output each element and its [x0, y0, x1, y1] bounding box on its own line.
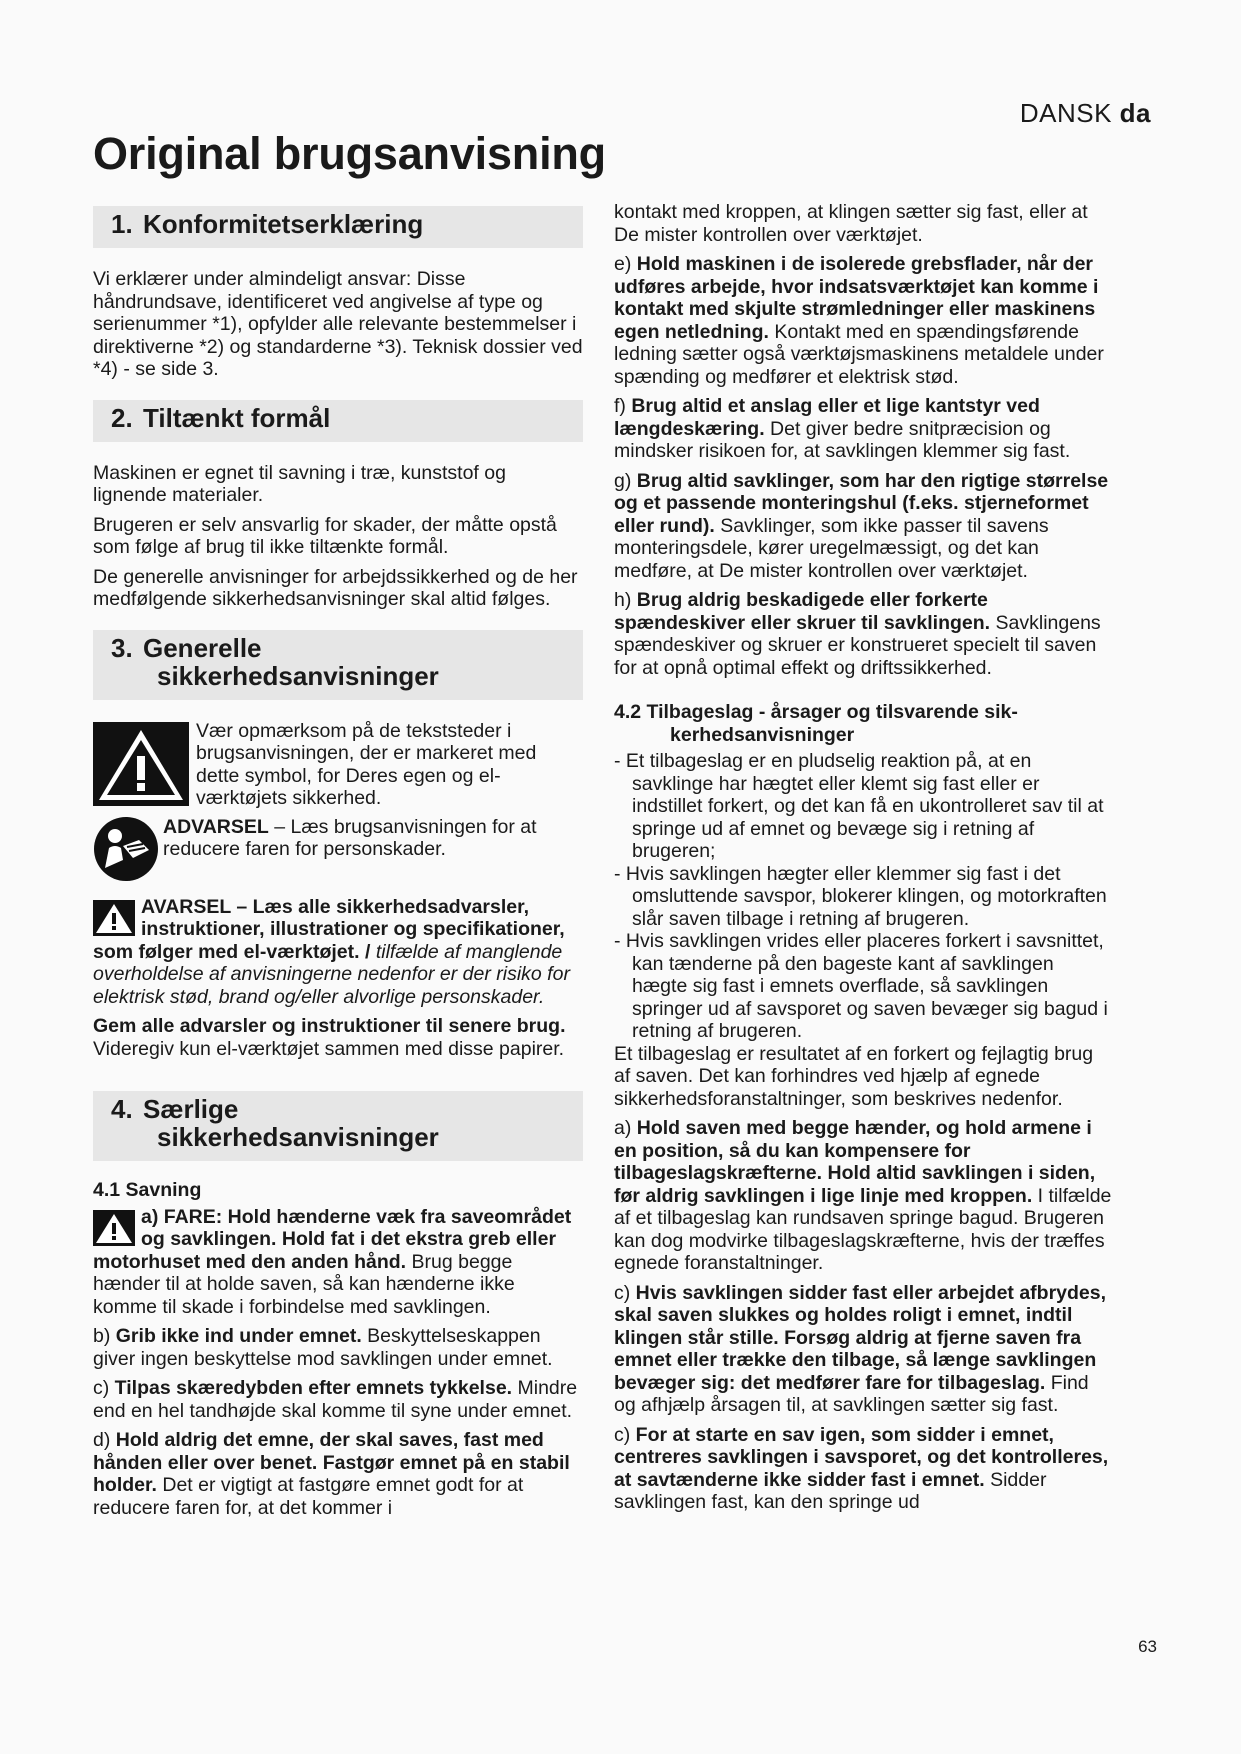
kickback-cause-2: - Hvis savklingen hægter eller klemmer sig fast i det omsluttende savspor, blokerer klingen, og motorkraften slår saven tilbage i retning af brugeren. [614, 862, 1107, 930]
avarsel-bold: AVARSEL – Læs alle sikkerhedsadvarsler, instruktioner, illustrationer og specifikationer, som følger med el-værktøjet. / [93, 895, 565, 963]
rule-h: h) Brug aldrig beskadigede eller forkerte spændeskiver eller skruer til savklingen. Savklingens spændeskiver og skruer er konstrueret specielt til saven for at opnå optimal effekt og driftssikkerhed. [614, 589, 1101, 679]
language-name: DANSK [1019, 98, 1112, 128]
section-heading-4 [93, 1091, 583, 1161]
section-heading-1 [93, 206, 583, 248]
read-manual-icon [93, 816, 159, 882]
rule-a [93, 1206, 583, 1319]
warning-symbol-note [93, 720, 583, 810]
advarsel-text: – Læs brugsanvisningen for at reducere faren for personskader. [163, 815, 537, 860]
section-number: 4. [111, 1094, 133, 1124]
right-column [614, 201, 1114, 1521]
page-title: Original brugsanvisning [93, 128, 606, 179]
kickback-cause-1: - Et tilbageslag er en pludselig reaktion på, at en savklinge har hægtet eller klemt sig fast eller er indstillet forkert, og det kan få en ukontrolleret sav til at springe ud af emnet og bevæge sig i retning af brugeren; [614, 750, 1104, 862]
rule-e-text: Kontakt med en spændingsførende ledning sætter også værktøjsmaskinens metaldele under spænding og medfører et elektrisk stød. [614, 320, 1104, 388]
kickback-summary: Et tilbageslag er resultatet af en forkert og fejlagtig brug af saven. Det kan forhindres ved hjælp af egnede sikkerhedsforanstaltninger, som beskrives nedenfor. [614, 1042, 1094, 1110]
rule-e-bold: Hold maskinen i de isolerede grebsflader, når der udføres arbejde, hvor indsatsværktøjet kan komme i kontakt med skjulte strømledninger eller maskinens egen netledning. [614, 253, 1099, 343]
section-number: 2. [111, 402, 133, 433]
avarsel-italic: tilfælde af manglende overholdelse af anvisningerne nedenfor er der risiko for elektrisk stød, brand og/eller alvorlige personskader. [93, 940, 570, 1008]
warning-triangle-icon [93, 722, 189, 806]
rule-a-text: Brug begge hænder til at holde saven, så kan hænderne ikke komme til skade i forbindelse med savklingen. [93, 1250, 515, 1318]
section-number: 1. [111, 209, 133, 239]
purpose-text-3: De generelle anvisninger for arbejdssikkerhed og de her medfølgende sikkerhedsanvisninger skal altid følges. [93, 565, 578, 610]
warning-triangle-small-icon [93, 900, 135, 936]
rule-f-bold: Brug altid et anslag eller et lige kantstyr ved længdeskæring. [614, 395, 1040, 440]
left-column [93, 206, 583, 1526]
rule-d-text: Det er vigtigt at fastgøre emnet godt for at reducere faren for, at det kommer i [93, 1474, 524, 1519]
subsection-4-2 [614, 701, 1114, 746]
section-title-line-1: Særlige [143, 1094, 239, 1124]
kickback-rule-a-bold: Hold saven med begge hænder, og hold armene i en position, så du kan kompensere for tilbageslagskræfterne. Hold altid savklingen i siden, før aldrig savklingen i lige linje med kroppen. [614, 1117, 1096, 1207]
keep-bold: Gem alle advarsler og instruktioner til senere brug. [93, 1015, 566, 1037]
rule-a-bold: a) FARE: Hold hænderne væk fra saveområdet og savklingen. Hold fat i det ekstra greb eller motorhuset med den anden hånd. [93, 1205, 572, 1273]
kickback-rule-a: a) Hold saven med begge hænder, og hold armene i en position, så du kan kompensere for tilbageslagskræfterne. Hold altid savklingen i siden, før aldrig savklingen i lige linje med kroppen. I tilfælde af et tilbageslag kan rundsaven springe bagud. Brugeren kan dog modvirke tilbageslagskræfterne, hvis der træffes egnede foranstaltninger. [614, 1117, 1112, 1274]
page-number: 63 [1138, 1637, 1157, 1656]
purpose-text-2: Brugeren er selv ansvarlig for skader, der måtte opstå som følge af brug til ikke tiltænkte formål. [93, 513, 557, 558]
kickback-rule-c1-text: Find og afhjælp årsagen til, at savklingen sætter sig fast. [614, 1371, 1089, 1416]
rule-c-text: Mindre end en hel tandhøjde skal komme til syne under emnet. [93, 1377, 578, 1422]
warning-triangle-small-icon [93, 1210, 135, 1246]
rule-c-bold: Tilpas skæredybden efter emnets tykkelse. [114, 1377, 513, 1399]
section-number: 3. [111, 632, 133, 663]
avarsel-paragraph [93, 896, 583, 1009]
section-title: Konformitetserklæring [143, 209, 424, 239]
section-title-line-2: sikkerhedsanvisninger [157, 1122, 439, 1152]
advarsel-label: ADVARSEL [163, 815, 269, 838]
rule-f-text: Det giver bedre snitpræcision og mindsker risikoen for, at savklingen klemmer sig fast. [614, 417, 1071, 462]
rule-h-bold: Brug aldrig beskadigede eller forkerte spændeskiver eller skruer til savklingen. [614, 589, 991, 634]
conformity-text: Vi erklærer under almindeligt ansvar: Disse håndrundsave, identificeret ved angivelse af type og serienummer *1), opfylder alle relevante bestemmelser i direktiverne *2) og standarderne *3). Teknisk dossier ved *4) - se side 3. [93, 268, 583, 380]
section-heading-3 [93, 630, 583, 700]
rule-c: c) Tilpas skæredybden efter emnets tykkelse. Mindre end en hel tandhøjde skal komme til syne under emnet. [93, 1377, 578, 1422]
rule-g: g) Brug altid savklinger, som har den rigtige størrelse og et passende monteringshul (f.eks. stjerneformet eller rund). Savklinger, som ikke passer til savens monteringsdele, kører uregelmæssigt, og det kan medføre, at De mister kontrollen over værktøjet. [614, 469, 1109, 582]
read-manual-note [93, 816, 583, 882]
subsection-title-line-1: 4.2 Tilbageslag - årsager og tilsvarende sik- [614, 701, 1018, 723]
kickback-rule-c1: c) Hvis savklingen sidder fast eller arbejdet afbrydes, skal saven slukkes og holdes roligt i emnet, indtil klingen står stille. Forsøg aldrig at fjerne saven fra emnet eller trække den tilbage, så længe savklingen bevæger sig: det medfører fare for tilbageslag. Find og afhjælp årsagen til, at savklingen sætter sig fast. [614, 1281, 1107, 1416]
kickback-rule-c1-bold: Hvis savklingen sidder fast eller arbejdet afbrydes, skal saven slukkes og holdes roligt i emnet, indtil klingen står stille. Forsøg aldrig at fjerne saven fra emnet eller trække den tilbage, så længe savklingen bevæger sig: det medfører fare for tilbageslag. [614, 1281, 1107, 1394]
rule-d-bold: Hold aldrig det emne, der skal saves, fast med hånden eller over benet. Fastgør emnet på en stabil holder. [93, 1429, 570, 1496]
rule-e: e) Hold maskinen i de isolerede grebsflader, når der udføres arbejde, hvor indsatsværktøjet kan komme i kontakt med skjulte strømledninger eller maskinens egen netledning. Kontakt med en spændingsførende ledning sætter også værktøjsmaskinens metaldele under spænding og medfører et elektrisk stød. [614, 253, 1104, 388]
rule-h-text: Savklingens spændeskiver og skruer er konstrueret specielt til saven for at opnå optimal effekt og driftssikkerhed. [614, 611, 1101, 679]
rule-f: f) Brug altid et anslag eller et lige kantstyr ved længdeskæring. Det giver bedre snitpræcision og mindsker risikoen for, at savklingen klemmer sig fast. [614, 395, 1071, 462]
keep-instructions [93, 1015, 583, 1060]
kickback-rule-c2-bold: For at starte en sav igen, som sidder i emnet, centreres savklingen i savsporet, og det kontrolleres, at savtænderne ikke sidder fast i emnet. [614, 1423, 1109, 1491]
rule-b: b) Grib ikke ind under emnet. Beskyttelseskappen giver ingen beskyttelse mod savklingen under emnet. [93, 1325, 553, 1370]
section-title-line-1: Generelle [143, 632, 262, 663]
section-heading-2 [93, 400, 583, 442]
section-title: Tiltænkt formål [143, 402, 331, 433]
kickback-rule-c2: c) For at starte en sav igen, som sidder i emnet, centreres savklingen i savsporet, og det kontrolleres, at savtænderne ikke sidder fast i emnet. Sidder savklingen fast, kan den springe ud [614, 1423, 1109, 1513]
rule-d: d) Hold aldrig det emne, der skal saves, fast med hånden eller over benet. Fastgør emnet på en stabil holder. Det er vigtigt at fastgøre emnet godt for at reducere faren for, at det kommer i [93, 1429, 570, 1519]
kickback-rule-a-text: I tilfælde af et tilbageslag kan rundsaven springe bagud. Brugeren kan dog modvirke tilbageslagskræfterne, hvis der træffes egnede foranstaltninger. [614, 1184, 1112, 1274]
rule-g-bold: Brug altid savklinger, som har den rigtige størrelse og et passende monteringshul (f.eks. stjerneformet eller rund). [614, 469, 1109, 537]
subsection-4-1: 4.1 Savning [93, 1179, 202, 1201]
section-title-line-2: sikkerhedsanvisninger [157, 660, 439, 691]
symbol-note-text: Vær opmærksom på de tekststeder i brugsanvisningen, der er markeret med dette symbol, for Deres egen og el-værktøjets sikkerhed. [196, 719, 537, 809]
rule-g-text: Savklinger, som ikke passer til savens monteringsdele, kører uregelmæssigt, og det kan medføre, at De mister kontrollen over værktøjet. [614, 514, 1049, 582]
language-code: da [1119, 98, 1151, 128]
continued-text: kontakt med kroppen, at klingen sætter sig fast, eller at De mister kontrollen over værktøjet. [614, 201, 1088, 246]
keep-text: Videregiv kun el-værktøjet sammen med disse papirer. [93, 1037, 565, 1060]
kickback-cause-3: - Hvis savklingen vrides eller placeres forkert i savsnittet, kan tænderne på den bageste kant af savklingen hægte sig fast i emnets overflade, så savklingen springer ud af savsporet og saven bevæger sig bagud i retning af brugeren. [614, 930, 1108, 1042]
kickback-rule-c2-text: Sidder savklingen fast, kan den springe ud [614, 1468, 1047, 1513]
rule-b-bold: Grib ikke ind under emnet. [115, 1325, 362, 1347]
language-label [1020, 98, 1151, 129]
purpose-text-1: Maskinen er egnet til savning i træ, kunststof og lignende materialer. [93, 461, 506, 506]
rule-b-text: Beskyttelseskappen giver ingen beskyttelse mod savklingen under emnet. [93, 1325, 553, 1370]
subsection-title-line-2: kerhedsanvisninger [670, 723, 855, 746]
